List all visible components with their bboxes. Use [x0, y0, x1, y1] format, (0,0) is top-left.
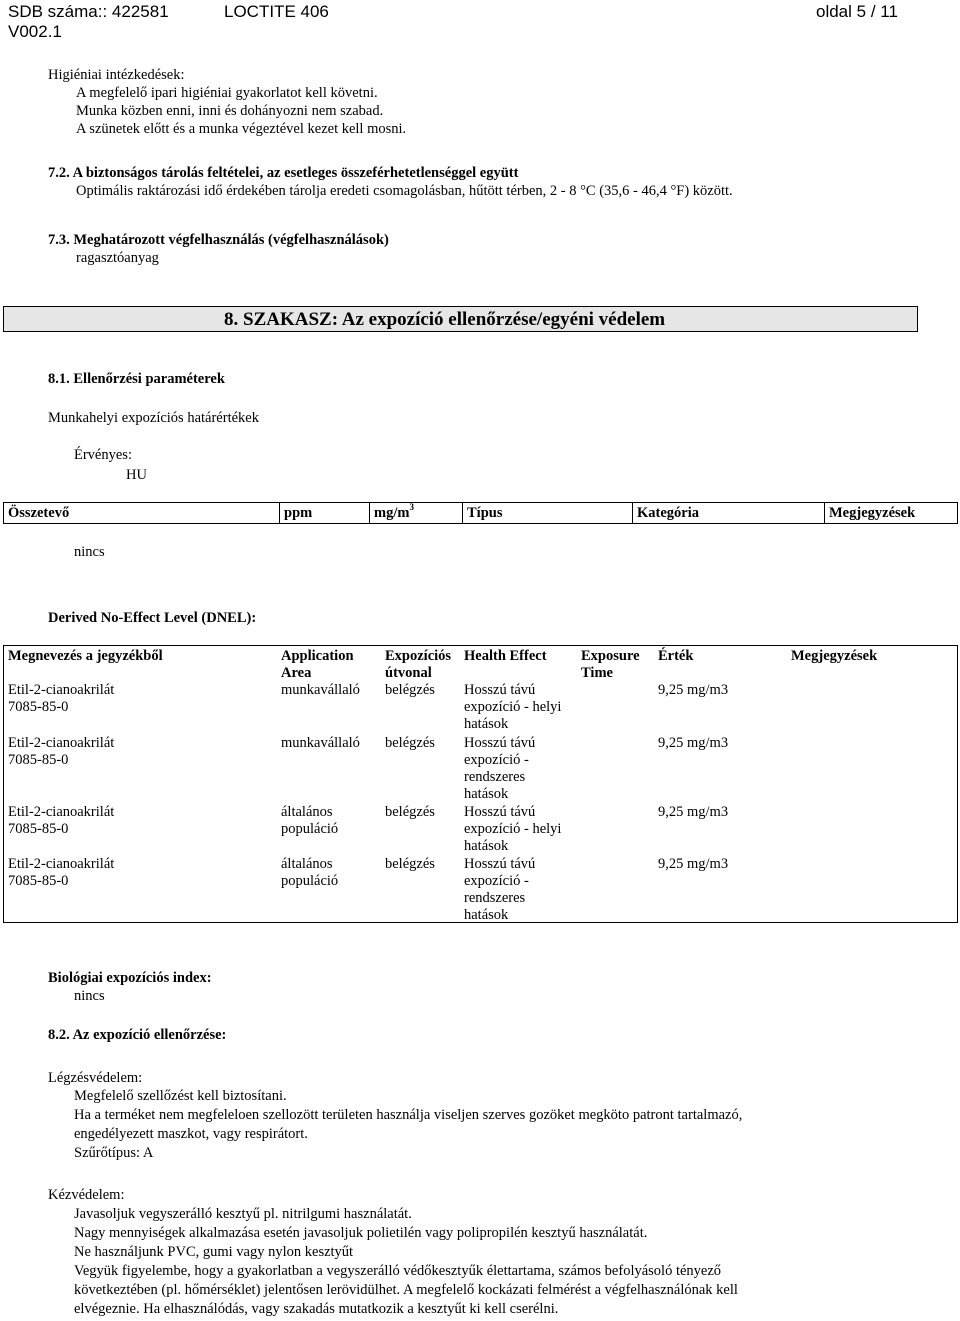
section-8-title: 8. SZAKASZ: Az expozíció ellenőrzése/egyéni védelem	[224, 309, 666, 330]
bio-index-title: Biológiai expozíciós index:	[48, 970, 212, 986]
section-8-2-heading: 8.2. Az expozíció ellenőrzése:	[48, 1027, 227, 1043]
dnel-col-area-1: Application	[281, 648, 354, 664]
section-8-bar	[3, 306, 918, 332]
hygiene-line: A megfelelő ipari higiéniai gyakorlatot kell követni.	[76, 85, 378, 101]
workplace-limits-title: Munkahelyi expozíciós határértékek	[48, 410, 259, 426]
oel-table-header	[3, 502, 958, 524]
dnel-row-effect: hatások	[464, 907, 509, 923]
dnel-row-cas: 7085-85-0	[8, 873, 69, 889]
resp-line: Ha a terméket nem megfeleloen szellozött területen használja viseljen szerves gozöket megköto patront tartalmazó,	[74, 1107, 743, 1123]
dnel-row-effect: rendszeres	[464, 890, 526, 906]
bio-index-value: nincs	[74, 988, 105, 1004]
valid-label: Érvényes:	[74, 447, 132, 463]
hygiene-title: Higiéniai intézkedések:	[48, 67, 185, 83]
col-type: Típus	[462, 503, 632, 523]
col-ppm: ppm	[279, 503, 369, 523]
dnel-row-effect: hatások	[464, 786, 509, 802]
dnel-table	[3, 645, 958, 923]
dnel-row-name: Etil-2-cianoakrilát	[8, 682, 115, 698]
dnel-row-effect: expozíció - helyi	[464, 699, 562, 715]
resp-line: engedélyezett maszkot, vagy respirátort.	[74, 1126, 308, 1142]
dnel-row-area: munkavállaló	[281, 735, 360, 751]
dnel-row-area: populáció	[281, 821, 339, 837]
dnel-row-cas: 7085-85-0	[8, 752, 69, 768]
col-mgm3-sup: 3	[409, 502, 414, 512]
dnel-row-route: belégzés	[385, 856, 435, 872]
dnel-col-notes: Megjegyzések	[791, 648, 878, 664]
dnel-row-effect: hatások	[464, 838, 509, 854]
hygiene-line: Munka közben enni, inni és dohányozni nem szabad.	[76, 103, 384, 119]
dnel-row-route: belégzés	[385, 804, 435, 820]
resp-protection-label: Légzésvédelem:	[48, 1070, 143, 1086]
dnel-col-time-2: Time	[581, 665, 613, 681]
dnel-row-value: 9,25 mg/m3	[658, 804, 729, 820]
dnel-col-route-1: Expozíciós	[385, 648, 452, 664]
hand-line: Ne használjunk PVC, gumi vagy nylon kesztyűt	[74, 1244, 354, 1260]
dnel-row-name: Etil-2-cianoakrilát	[8, 735, 115, 751]
section-7-2-text: Optimális raktározási idő érdekében tárolja eredeti csomagolásban, hűtött térben, 2 - 8 °C (35,6 - 46,4 °F) között.	[76, 183, 733, 199]
dnel-col-time-1: Exposure	[581, 648, 640, 664]
dnel-row-area: általános	[281, 804, 333, 820]
dnel-col-area-2: Area	[281, 665, 312, 681]
dnel-row-effect: Hosszú távú	[464, 682, 536, 698]
valid-value: HU	[126, 467, 147, 483]
dnel-row-effect: Hosszú távú	[464, 735, 536, 751]
section-7-2-heading: 7.2. A biztonságos tárolás feltételei, az esetleges összeférhetetlenséggel együtt	[48, 165, 519, 181]
sdb-number: SDB száma:: 422581	[8, 2, 169, 21]
version: V002.1	[8, 22, 62, 41]
dnel-row-effect: hatások	[464, 716, 509, 732]
dnel-row-name: Etil-2-cianoakrilát	[8, 804, 115, 820]
dnel-row-effect: rendszeres	[464, 769, 526, 785]
col-notes: Megjegyzések	[824, 503, 957, 523]
section-7-3-text: ragasztóanyag	[76, 250, 159, 266]
dnel-title: Derived No-Effect Level (DNEL):	[48, 610, 257, 626]
dnel-row-value: 9,25 mg/m3	[658, 682, 729, 698]
dnel-row-effect: Hosszú távú	[464, 804, 536, 820]
page-number: oldal 5 / 11	[816, 2, 898, 21]
dnel-row-cas: 7085-85-0	[8, 821, 69, 837]
resp-line: Szűrőtípus: A	[74, 1145, 154, 1161]
dnel-col-value: Érték	[658, 648, 694, 664]
col-component: Összetevő	[8, 505, 70, 521]
dnel-row-route: belégzés	[385, 735, 435, 751]
dnel-row-effect: expozíció - helyi	[464, 821, 562, 837]
dnel-row-route: belégzés	[385, 682, 435, 698]
hand-line: Vegyük figyelembe, hogy a gyakorlatban a vegyszerálló védőkesztyűk élettartama, számos befolyásoló tényező	[74, 1263, 722, 1279]
col-mgm3-label: mg/m	[374, 505, 410, 521]
hand-protection-label: Kézvédelem:	[48, 1187, 125, 1203]
oel-empty: nincs	[74, 544, 105, 560]
resp-line: Megfelelő szellőzést kell biztosítani.	[74, 1088, 287, 1104]
hand-line: elvégeznie. Ha elhasználódás, vagy szakadás mutatkozik a kesztyűt ki kell cserélni.	[74, 1301, 559, 1317]
dnel-row-value: 9,25 mg/m3	[658, 735, 729, 751]
dnel-row-effect: expozíció -	[464, 752, 529, 768]
dnel-col-effect: Health Effect	[464, 648, 547, 664]
section-7-3-heading: 7.3. Meghatározott végfelhasználás (végfelhasználások)	[48, 232, 389, 248]
dnel-col-name: Megnevezés a jegyzékből	[8, 648, 163, 664]
col-mgm3	[369, 503, 462, 523]
hand-line: következtében (pl. hőmérséklet) jelentősen lerövidülhet. A megfelelő kockázati felmérést a végfelhasználónak kell	[74, 1282, 738, 1298]
hand-line: Javasoljuk vegyszerálló kesztyű pl. nitrilgumi használatát.	[74, 1206, 412, 1222]
dnel-row-area: populáció	[281, 873, 339, 889]
hygiene-line: A szünetek előtt és a munka végeztével kezet kell mosni.	[76, 121, 407, 137]
col-category: Kategória	[632, 503, 824, 523]
product-name: LOCTITE 406	[224, 2, 329, 21]
dnel-row-name: Etil-2-cianoakrilát	[8, 856, 115, 872]
dnel-row-value: 9,25 mg/m3	[658, 856, 729, 872]
section-8-1-heading: 8.1. Ellenőrzési paraméterek	[48, 371, 225, 387]
dnel-row-effect: expozíció -	[464, 873, 529, 889]
dnel-row-cas: 7085-85-0	[8, 699, 69, 715]
dnel-row-effect: Hosszú távú	[464, 856, 536, 872]
dnel-row-area: általános	[281, 856, 333, 872]
dnel-row-area: munkavállaló	[281, 682, 360, 698]
dnel-col-route-2: útvonal	[385, 665, 432, 681]
hand-line: Nagy mennyiségek alkalmazása esetén javasoljuk polietilén vagy polipropilén kesztyű használatát.	[74, 1225, 648, 1241]
